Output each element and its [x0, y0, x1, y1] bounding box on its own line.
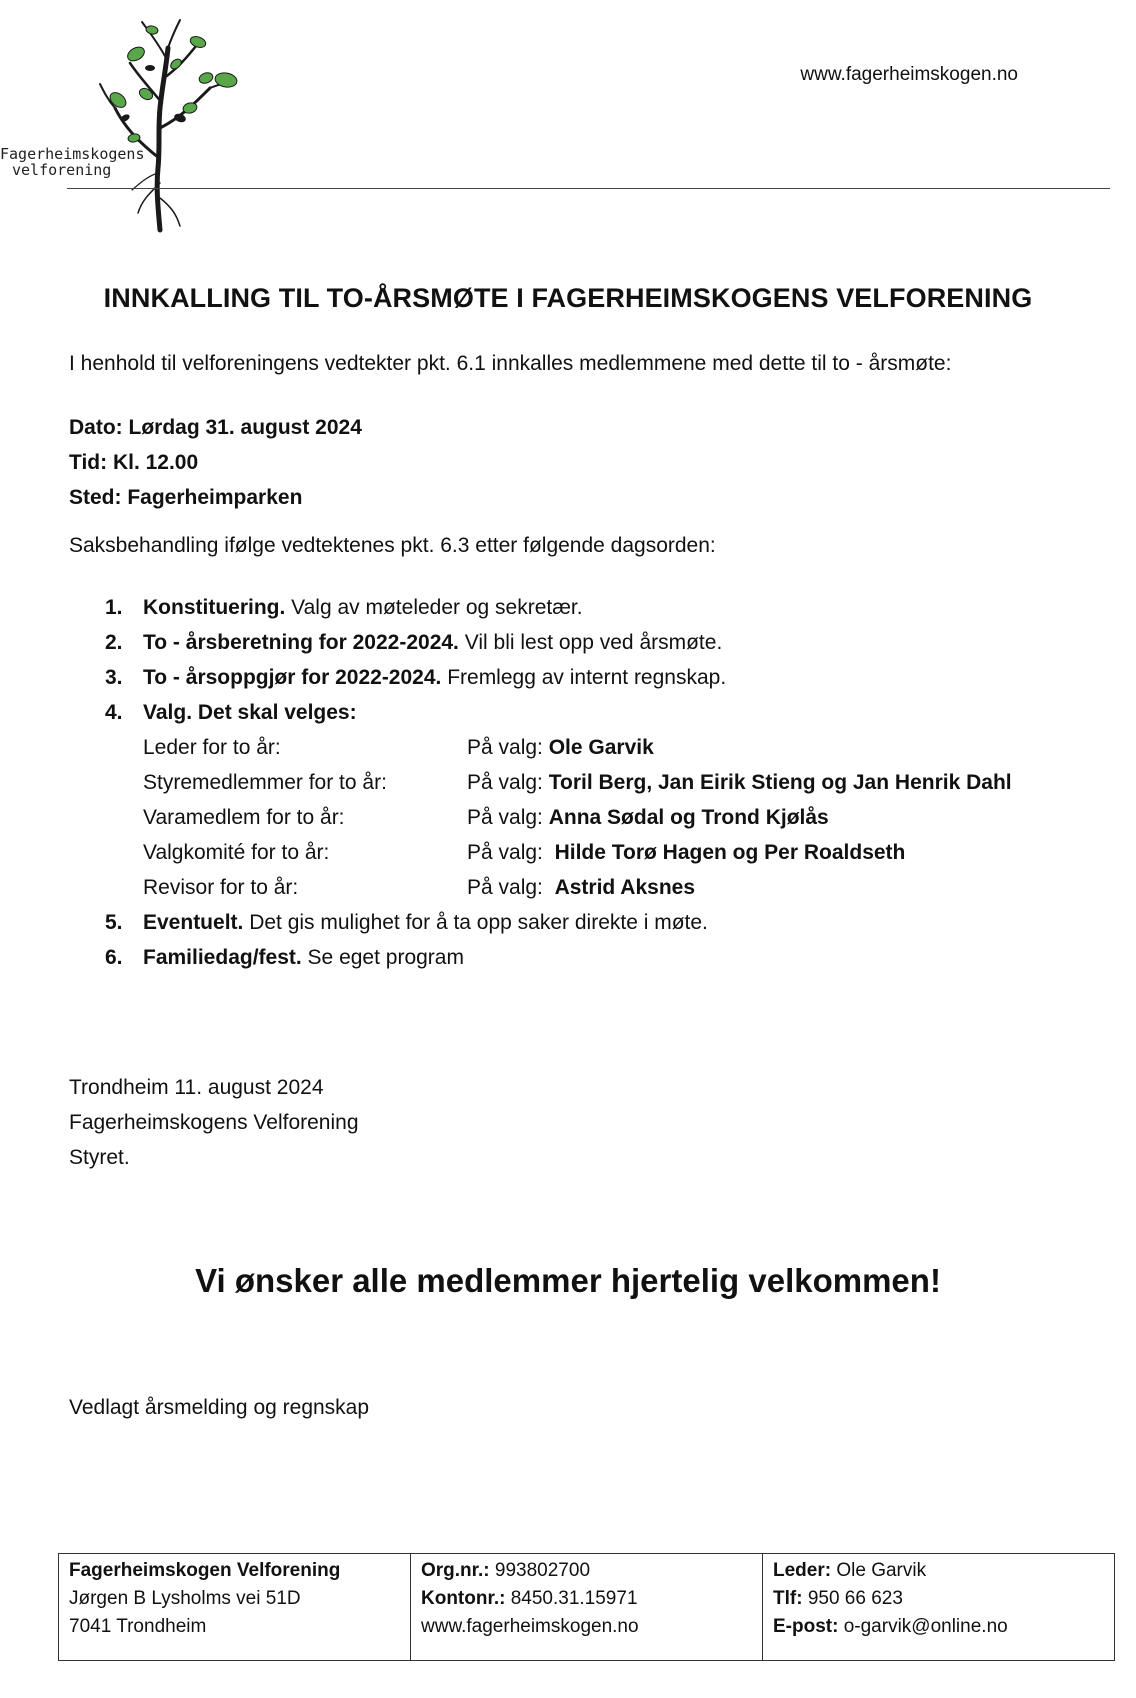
election-names: Anna Sødal og Trond Kjølås — [548, 806, 829, 829]
signoff-block — [69, 1070, 359, 1175]
footer-account-label: Kontonr.: — [421, 1588, 506, 1609]
agenda-item-text: Valg av møteleder og sekretær. — [285, 596, 583, 619]
footer-phone-value: 950 66 623 — [802, 1588, 903, 1609]
agenda-item-title: Eventuelt. — [143, 911, 244, 934]
election-prefix: På valg: — [467, 806, 549, 829]
agenda-item — [105, 660, 1012, 695]
agenda-item — [105, 695, 1012, 730]
footer-column-organization — [59, 1554, 410, 1660]
agenda-item — [105, 625, 1012, 660]
header-website-link[interactable]: www.fagerheimskogen.no — [800, 64, 1018, 85]
footer-account-number — [421, 1585, 752, 1613]
footer-column-leader — [762, 1554, 1114, 1660]
agenda-item — [105, 905, 1012, 940]
agenda-item-text: Det gis mulighet for å ta opp saker direkte i møte. — [243, 911, 708, 934]
election-role: Styremedlemmer for to år: — [143, 771, 387, 794]
election-names: Astrid Aksnes — [554, 876, 695, 899]
footer-leader-value: Ole Garvik — [831, 1560, 927, 1581]
agenda-item-title: Valg. Det skal velges: — [143, 701, 357, 724]
election-row — [105, 730, 1012, 765]
agenda-intro: Saksbehandling ifølge vedtektenes pkt. 6.3 etter følgende dagsorden: — [69, 534, 716, 557]
footer-leader — [773, 1557, 1104, 1585]
agenda-item — [105, 940, 1012, 975]
footer-leader-label: Leder: — [773, 1560, 832, 1581]
agenda-item-title: Familiedag/fest. — [143, 946, 302, 969]
election-prefix: På valg: — [467, 771, 549, 794]
agenda-item-text: Se eget program — [301, 946, 464, 969]
footer-contact-table — [58, 1553, 1115, 1661]
election-row — [105, 765, 1012, 800]
election-role: Leder for to år: — [143, 736, 281, 759]
meeting-date: Dato: Lørdag 31. august 2024 — [69, 416, 362, 439]
welcome-message: Vi ønsker alle medlemmer hjertelig velkommen! — [195, 1262, 941, 1299]
election-role: Revisor for to år: — [143, 876, 299, 899]
logo-text-line1: Fagerheimskogens — [0, 145, 145, 163]
election-row — [105, 870, 1012, 905]
election-role: Varamedlem for to år: — [143, 806, 345, 829]
footer-phone-label: Tlf: — [773, 1588, 803, 1609]
election-names: Toril Berg, Jan Eirik Stieng og Jan Henrik Dahl — [548, 771, 1012, 794]
election-names: Ole Garvik — [548, 736, 654, 759]
signoff-place-date: Trondheim 11. august 2024 — [69, 1076, 324, 1099]
agenda-item-number: 1. — [105, 596, 123, 619]
footer-org-number — [421, 1557, 752, 1585]
header-divider — [67, 188, 1110, 189]
footer-phone — [773, 1585, 1104, 1613]
agenda-item-number: 2. — [105, 631, 123, 654]
agenda-item-number: 3. — [105, 666, 123, 689]
signoff-organization: Fagerheimskogens Velforening — [69, 1111, 359, 1134]
tree-logo-icon — [0, 8, 250, 238]
election-row — [105, 835, 1012, 870]
election-names: Hilde Torø Hagen og Per Roaldseth — [554, 841, 906, 864]
agenda-item — [105, 590, 1012, 625]
footer-city: 7041 Trondheim — [69, 1616, 207, 1637]
footer-org-number-value: 993802700 — [489, 1560, 591, 1581]
footer-address: Jørgen B Lysholms vei 51D — [69, 1588, 301, 1609]
meeting-details — [69, 410, 362, 515]
election-prefix: På valg: — [467, 736, 549, 759]
footer-org-name: Fagerheimskogen Velforening — [69, 1560, 341, 1581]
footer-account-value: 8450.31.15971 — [505, 1588, 638, 1609]
agenda-list — [105, 590, 1012, 975]
document-title: INNKALLING TIL TO-ÅRSMØTE I FAGERHEIMSKOGENS VELFORENING — [103, 283, 1033, 313]
footer-email-link[interactable]: o-garvik@online.no — [838, 1616, 1008, 1637]
election-prefix: På valg: — [467, 876, 555, 899]
attachment-note: Vedlagt årsmelding og regnskap — [69, 1396, 370, 1419]
footer-org-number-label: Org.nr.: — [421, 1560, 490, 1581]
election-row — [105, 800, 1012, 835]
election-prefix: På valg: — [467, 841, 555, 864]
logo-text-line2: velforening — [12, 161, 112, 179]
agenda-item-text: Vil bli lest opp ved årsmøte. — [458, 631, 723, 654]
agenda-item-number: 6. — [105, 946, 123, 969]
logo-text — [0, 146, 145, 178]
agenda-item-title: Konstituering. — [143, 596, 286, 619]
agenda-item-title: To - årsberetning for 2022-2024. — [143, 631, 459, 654]
footer-email-label: E-post: — [773, 1616, 839, 1637]
meeting-place: Sted: Fagerheimparken — [69, 486, 303, 509]
election-role: Valgkomité for to år: — [143, 841, 330, 864]
agenda-item-number: 5. — [105, 911, 123, 934]
signoff-board: Styret. — [69, 1146, 130, 1169]
footer-column-registration — [410, 1554, 762, 1660]
footer-website-link[interactable]: www.fagerheimskogen.no — [421, 1616, 639, 1637]
intro-paragraph: I henhold til velforeningens vedtekter pkt. 6.1 innkalles medlemmene med dette til to - årsmøte: — [69, 352, 952, 375]
footer-email — [773, 1613, 1104, 1641]
meeting-time: Tid: Kl. 12.00 — [69, 451, 199, 474]
agenda-item-title: To - årsoppgjør for 2022-2024. — [143, 666, 442, 689]
agenda-item-number: 4. — [105, 701, 123, 724]
agenda-item-text: Fremlegg av internt regnskap. — [441, 666, 727, 689]
